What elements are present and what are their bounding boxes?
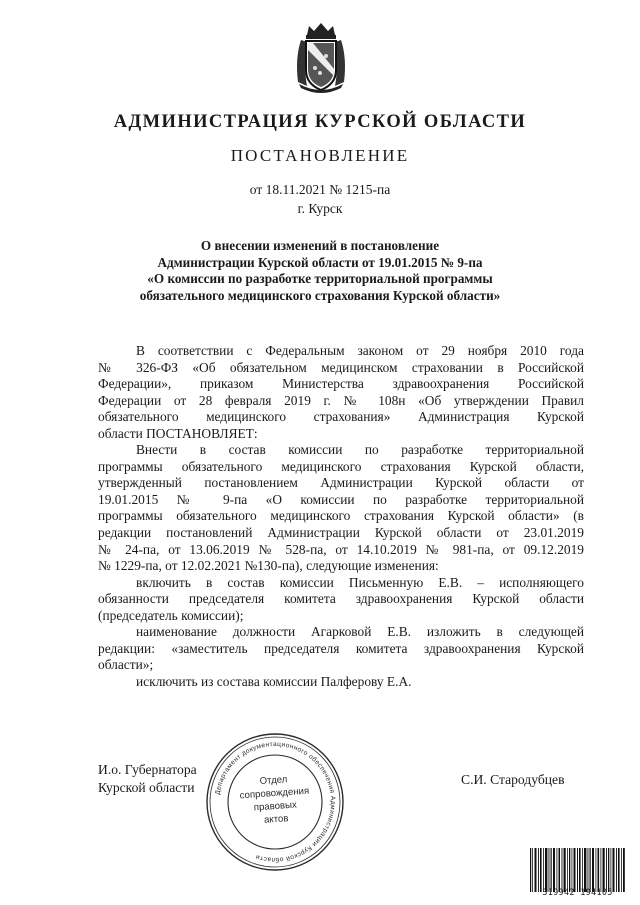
heading-line: Администрации Курской области от 19.01.2015 № 9-па [157, 254, 483, 270]
body-line: № 326-ФЗ «Об обязательном медицинском страховании в Российской [98, 359, 584, 375]
heading-line: О внесении изменений в постановление [200, 238, 440, 253]
coat-of-arms-emblem [293, 20, 349, 94]
signatory-name: С.И. Стародубцев [461, 772, 565, 787]
signatory-position-line: И.о. Губернатора [98, 762, 197, 777]
heading-line: «О комиссии по разработке территориальной программы [147, 271, 493, 287]
body-line: программы обязательного медицинского страхования Курской области» (в [98, 508, 584, 524]
organization-title: АДМИНИСТРАЦИЯ КУРСКОЙ ОБЛАСТИ [113, 112, 527, 132]
body-line: редакции постановлений Администрации Курской области от 23.01.2019 [98, 525, 584, 541]
official-stamp [204, 731, 346, 873]
document-heading [0, 238, 640, 304]
barcode-number: 319942 194105 [542, 888, 613, 898]
body-line: исключить из состава комиссии Палферову Е.А. [136, 673, 412, 689]
barcode [529, 848, 626, 892]
stamp-inner-line: правовых [253, 799, 298, 814]
signatory-position [98, 761, 197, 797]
body-line: № 24-па, от 13.06.2019 № 528-па, от 14.10.2019 № 981-па, от 09.12.2019 [98, 541, 584, 557]
body-line: утвержденный постановлением Администрации Курской области от [98, 475, 584, 491]
body-line: обязанности председателя комитета здравоохранения Курской области [98, 591, 584, 607]
body-line: обязательного медицинского страхования» Администрация Курской [98, 409, 584, 425]
body-line: Внести в состав комиссии по разработке территориальной [136, 442, 584, 458]
body-line: программы обязательного медицинского страхования Курской области, [98, 458, 584, 474]
stamp-outer-text: Департамент документационного обеспечения Администрации Курской области [214, 740, 337, 864]
body-line: 19.01.2015 № 9-па «О комиссии по разработке территориальной [98, 491, 584, 507]
body-line: включить в состав комиссии Письменную Е.В. – исполняющего [136, 574, 584, 590]
heading-line: обязательного медицинского страхования Курской области» [139, 287, 501, 303]
body-line: В соответствии с Федеральным законом от 29 ноября 2010 года [136, 343, 584, 358]
document-type: ПОСТАНОВЛЕНИЕ [230, 146, 410, 165]
signatory-position-line: Курской области [98, 780, 195, 795]
body-line: Федерации», приказом Министерства здравоохранения Российской [98, 376, 584, 392]
body-line: области ПОСТАНОВЛЯЕТ: [98, 425, 258, 441]
stamp-inner-line: актов [263, 813, 289, 826]
document-body [98, 343, 584, 690]
document-city: г. Курск [297, 201, 343, 216]
body-line: Федерации от 28 февраля 2019 г. № 108н «Об утверждении Правил [98, 392, 584, 408]
body-line: (председатель комиссии); [98, 607, 244, 623]
body-line: № 1229-па, от 12.02.2021 №130-па), следующие изменения: [98, 558, 439, 574]
stamp-inner-line: Отдел [259, 774, 288, 788]
stamp-inner-line: сопровождения [239, 785, 310, 802]
document-date-number: от 18.11.2021 № 1215-па [249, 182, 391, 197]
body-line: области»; [98, 657, 154, 673]
body-line: наименование должности Агарковой Е.В. изложить в следующей [136, 624, 584, 640]
body-line: редакции: «заместитель председателя комитета здравоохранения Курской [98, 640, 584, 656]
